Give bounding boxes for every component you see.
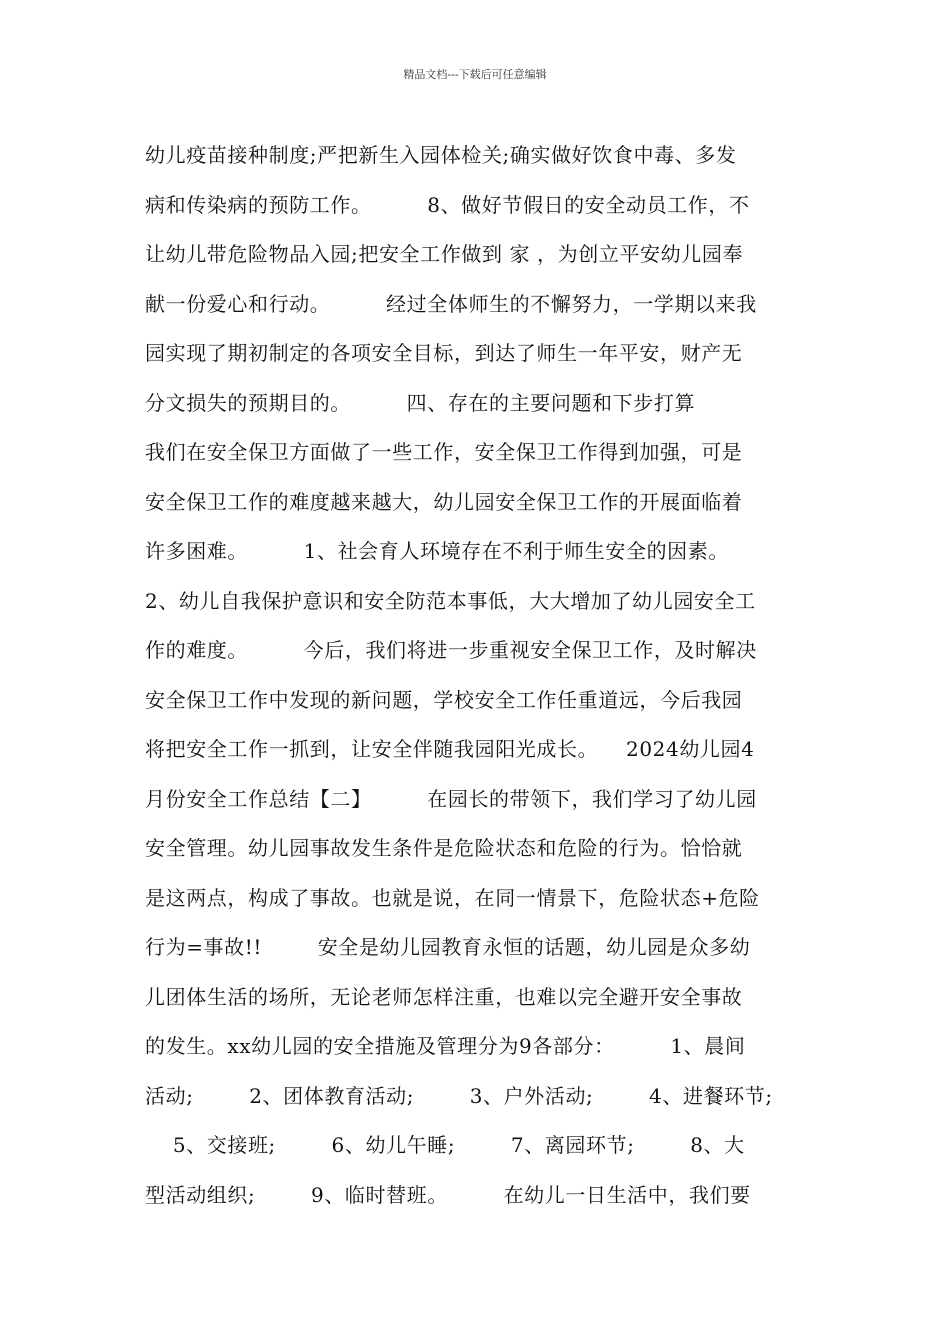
page-header: 精品文档---下载后可任意编辑 [403, 68, 547, 81]
text-line: 幼儿疫苗接种制度;严把新生入园体检关;确实做好饮食中毒、多发 [145, 143, 737, 167]
text-line: 将把安全工作一抓到，让安全伴随我园阳光成长。 2024幼儿园4 [145, 737, 755, 761]
text-line: 的发生。xx幼儿园的安全措施及管理分为9各部分： 1、晨间 [145, 1034, 746, 1058]
text-line: 活动; 2、团体教育活动; 3、户外活动; 4、进餐环节; [145, 1083, 773, 1108]
text-line: 园实现了期初制定的各项安全目标，到达了师生一年平安，财产无 [145, 341, 743, 365]
text-line: 2、幼儿自我保护意识和安全防范本事低，大大增加了幼儿园安全工 [145, 588, 756, 613]
document-body [145, 131, 815, 1220]
text-line: 让幼儿带危险物品入园;把安全工作做到 家 ，为创立平安幼儿园奉 [145, 242, 744, 266]
text-line: 我们在安全保卫方面做了一些工作，安全保卫工作得到加强，可是 [145, 440, 743, 464]
text-line: 儿团体生活的场所，无论老师怎样注重，也难以完全避开安全事故 [145, 984, 743, 1009]
text-line: 型活动组织; 9、临时替班。 在幼儿一日生活中，我们要 [145, 1182, 751, 1207]
text-line: 安全保卫工作的难度越来越大，幼儿园安全保卫工作的开展面临着 [145, 489, 743, 514]
text-line: 许多困难。 1、社会育人环境存在不利于师生安全的因素。 [145, 539, 729, 563]
text-line: 安全管理。幼儿园事故发生条件是危险状态和危险的行为。恰恰就 [145, 836, 743, 860]
text-line: 分文损失的预期目的。 四、存在的主要问题和下步打算 [145, 390, 696, 415]
text-line: 是这两点，构成了事故。也就是说，在同一情景下，危险状态+危险 [145, 885, 760, 910]
text-line: 献一份爱心和行动。 经过全体师生的不懈努力，一学期以来我 [145, 291, 757, 316]
text-line: 安全保卫工作中发现的新问题，学校安全工作任重道远，今后我园 [145, 687, 743, 712]
text-line: 作的难度。 今后，我们将进一步重视安全保卫工作，及时解决 [145, 638, 757, 662]
text-line: 病和传染病的预防工作。 8、做好节假日的安全动员工作，不 [145, 192, 750, 217]
text-line: 行为=事故!! 安全是幼儿园教育永恒的话题，幼儿园是众多幼 [145, 935, 751, 959]
text-line: 5、交接班; 6、幼儿午睡; 7、离园环节; 8、大 [145, 1133, 745, 1157]
text-line: 月份安全工作总结【二】 在园长的带领下，我们学习了幼儿园 [145, 786, 757, 811]
